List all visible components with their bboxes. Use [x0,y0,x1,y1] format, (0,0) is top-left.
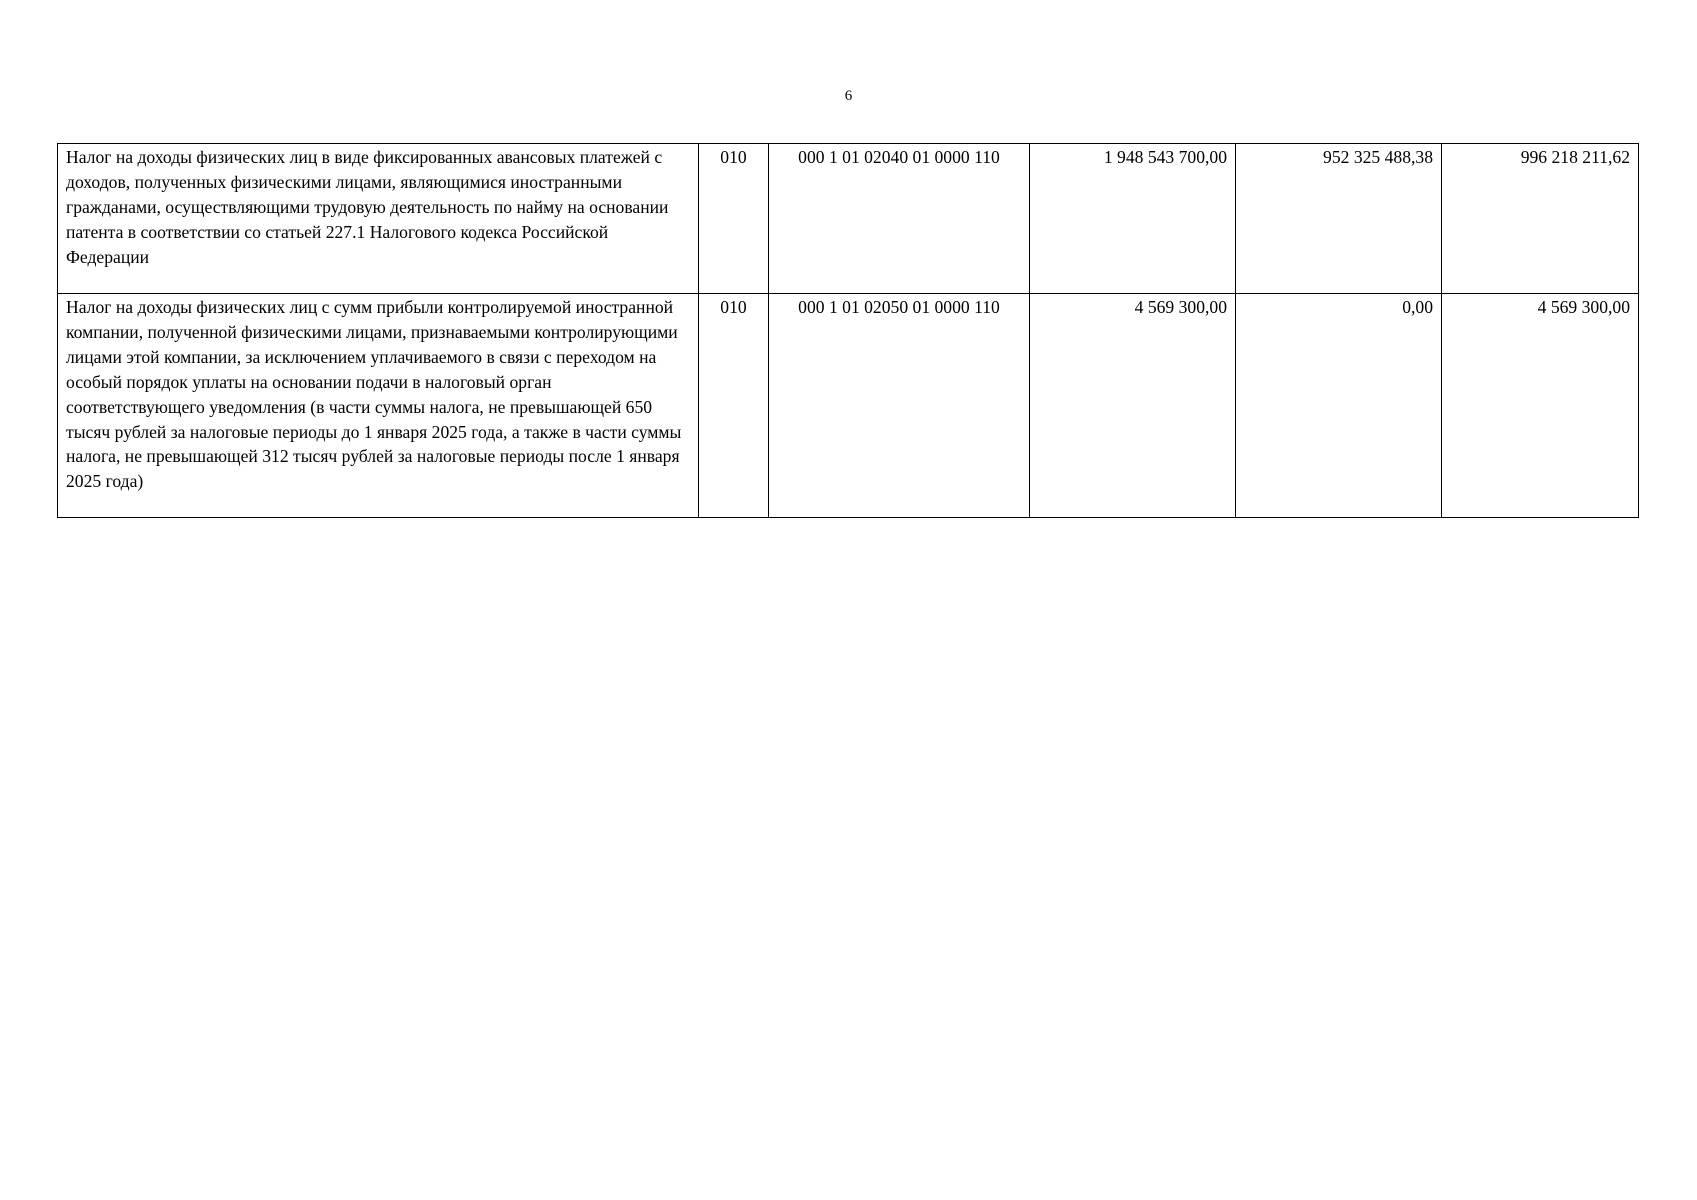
budget-classification-code-cell: 000 1 01 02040 01 0000 110 [769,144,1030,294]
table-row [58,294,1639,518]
unexecuted-amount-cell: 4 569 300,00 [1442,294,1639,518]
table-row [58,144,1639,294]
income-name-cell: Налог на доходы физических лиц в виде фиксированных авансовых платежей с доходов, полученных физическими лицами, являющимися иностранными гражданами, осуществляющими трудовую деятельность по найму на основании патента в соответствии со статьей 227.1 Налогового кодекса Российской Федерации [58,144,699,294]
approved-amount-cell: 1 948 543 700,00 [1030,144,1236,294]
page-number: 6 [844,88,853,104]
approved-amount-cell: 4 569 300,00 [1030,294,1236,518]
budget-classification-code-cell: 000 1 01 02050 01 0000 110 [769,294,1030,518]
line-code-cell: 010 [699,144,769,294]
line-code-cell: 010 [699,294,769,518]
executed-amount-cell: 952 325 488,38 [1236,144,1442,294]
income-name-cell: Налог на доходы физических лиц с сумм прибыли контролируемой иностранной компании, полученной физическими лицами, признаваемыми контролирующими лицами этой компании, за исключением уплачиваемого в связи с переходом на особый порядок уплаты на основании подачи в налоговый орган соответствующего уведомления (в части суммы налога, не превышающей 650 тысяч рублей за налоговые периоды до 1 января 2025 года, а также в части суммы налога, не превышающей 312 тысяч рублей за налоговые периоды после 1 января 2025 года) [58,294,699,518]
unexecuted-amount-cell: 996 218 211,62 [1442,144,1639,294]
executed-amount-cell: 0,00 [1236,294,1442,518]
budget-execution-table [57,143,1639,518]
